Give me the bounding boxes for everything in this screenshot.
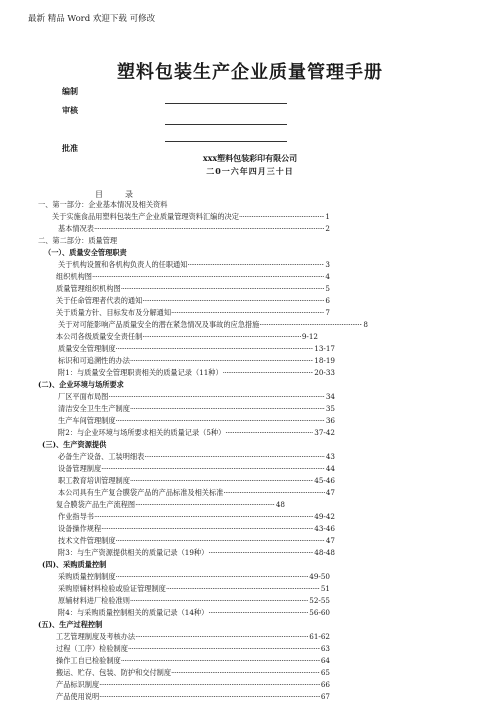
toc-leader-dots [259, 320, 362, 330]
toc-entry-title: 产品标识制度 [56, 680, 100, 689]
toc-entry [56, 272, 330, 282]
toc-entry [58, 416, 335, 426]
toc-leader-dots [225, 428, 313, 438]
toc-entry-title: 关于机构设置和各机构负责人的任职通知 [58, 260, 188, 269]
toc-leader-dots [130, 356, 313, 366]
toc-leader-dots [142, 296, 324, 306]
toc-entry [56, 656, 330, 666]
toc-entry-page: 7 [325, 308, 330, 317]
toc-leader-dots [116, 344, 314, 354]
toc-leader-dots [187, 260, 324, 270]
toc-entry-page: 49-50 [309, 572, 330, 581]
toc-entry-page: 36 [325, 416, 335, 425]
toc-entry-title: 设备管理制度 [58, 464, 102, 473]
toc-entry-title: 过程（工序）检验制度 [56, 644, 128, 653]
toc-entry [56, 644, 330, 654]
toc-entry-page: 47 [325, 536, 335, 545]
toc-leader-dots [99, 692, 320, 702]
signature-label-prepared: 编制 [62, 86, 78, 96]
toc-leader-dots [171, 668, 320, 678]
toc-entry-page: 66 [320, 680, 330, 689]
toc-entry [56, 284, 330, 294]
toc-entry-title: 厂区平面布局图 [58, 392, 109, 401]
toc-entry-title: 附2：与企业环境与场所要求相关的质量记录（5种） [58, 428, 226, 437]
toc-entry [42, 440, 106, 450]
toc-entry-page: 8 [363, 320, 368, 329]
toc-entry-page: 63 [320, 644, 330, 653]
toc-entry [58, 524, 335, 534]
toc-entry-title: 附3：与生产资源提供相关的质量记录（19种） [58, 548, 209, 557]
toc-entry [58, 320, 368, 330]
toc-entry [58, 344, 335, 354]
toc-entry-page: 2 [325, 224, 330, 233]
toc-entry-title: 二、第二部分：质量管理 [38, 236, 118, 245]
toc-entry-title: 基本情况表 [58, 224, 94, 233]
toc-leader-dots [208, 548, 313, 558]
toc-entry-title: 原辅材料进厂检验准则 [58, 596, 130, 605]
toc-entry-page: 49-42 [314, 512, 335, 521]
document-title: 塑料包装生产企业质量管理手册 [117, 62, 383, 83]
toc-entry-title: 关于对可能影响产品质量安全的潜在紧急情况及事故的应急措施 [58, 320, 260, 329]
toc-entry-page: 56-60 [309, 608, 330, 617]
toc-leader-dots [121, 656, 320, 666]
toc-entry [58, 356, 335, 366]
toc-entry-page: 48-48 [314, 548, 335, 557]
toc-leader-dots [144, 452, 325, 462]
toc-entry-page: 45-46 [314, 476, 335, 485]
toc-entry-title: 附1：与质量安全管理职责相关的质量记录（11种） [58, 368, 223, 377]
signature-label-approved: 批准 [62, 143, 78, 153]
toc-entry [56, 668, 330, 678]
toc-entry-title: 本公司各级质量安全责任制 [56, 332, 143, 341]
toc-leader-dots [130, 476, 313, 486]
toc-leader-dots [142, 332, 301, 342]
toc-leader-dots [128, 644, 320, 654]
toc-entry [58, 608, 330, 618]
toc-entry-title: 一、第一部分：企业基本情况及相关资料 [38, 200, 168, 209]
toc-entry-title: 搬运、贮存、包装、防护和交付制度 [56, 668, 172, 677]
toc-leader-dots [101, 464, 325, 474]
toc-entry [58, 392, 335, 402]
toc-leader-dots [121, 284, 325, 294]
signature-line-prepared [165, 103, 287, 104]
toc-entry-title: 设备操作规程 [58, 524, 102, 533]
toc-leader-dots [116, 416, 325, 426]
toc-entry-page: 9-12 [301, 332, 318, 341]
toc-entry [56, 296, 330, 306]
toc-entry-page: 18-19 [314, 356, 335, 365]
toc-leader-dots [108, 392, 325, 402]
toc-entry-page: 47 [325, 488, 335, 497]
toc-entry-title: 附4：与采购质量控制相关的质量记录（14种） [58, 608, 209, 617]
toc-entry-page: 44 [325, 464, 335, 473]
toc-entry-title: 标识和可追溯性的办法 [58, 356, 130, 365]
toc-entry-page: 3 [325, 260, 330, 269]
toc-entry [56, 632, 330, 642]
toc-leader-dots [94, 224, 324, 234]
toc-entry [58, 512, 335, 522]
toc-entry [38, 236, 117, 246]
toc-entry-title: 复合膜袋产品生产流程图 [56, 500, 136, 509]
toc-entry-title: 关于任命管理者代表的通知 [56, 296, 143, 305]
toc-entry-title: 采购原辅材料检验或验证管理制度 [58, 584, 166, 593]
toc-entry-title: 质量安全管理制度 [58, 344, 116, 353]
header-note: 最新 精品 Word 欢迎下载 可修改 [28, 14, 156, 24]
toc-leader-dots [171, 308, 324, 318]
toc-entry-page: 67 [320, 692, 330, 701]
toc-leader-dots [239, 212, 325, 222]
toc-leader-dots [116, 536, 325, 546]
toc-entry-page: 65 [320, 668, 330, 677]
toc-entry [58, 368, 335, 378]
toc-entry [38, 620, 102, 630]
toc-entry-title: (二)、企业环境与场所要求 [38, 380, 124, 389]
toc-entry-page: 43-46 [314, 524, 335, 533]
toc-entry-page: 5 [325, 284, 330, 293]
toc-entry [58, 584, 330, 594]
toc-entry-page: 64 [320, 656, 330, 665]
toc-entry-page: 43 [325, 452, 335, 461]
toc-entry-page: 61-62 [309, 632, 330, 641]
toc-entry-title: 作业指导书 [58, 512, 94, 521]
toc-leader-dots [223, 368, 314, 378]
toc-entry-title: 产品使用说明 [56, 692, 100, 701]
company-name: xxx塑料包装彩印有限公司 [202, 153, 298, 163]
toc-entry-page: 4 [325, 272, 330, 281]
toc-entry [58, 476, 335, 486]
toc-leader-dots [223, 488, 325, 498]
toc-entry-title: 采购质量控制制度 [58, 572, 116, 581]
toc-entry [56, 500, 285, 510]
toc-leader-dots [130, 404, 325, 414]
toc-entry-title: 质量管理组织机构图 [56, 284, 121, 293]
toc-entry [58, 596, 330, 606]
toc-entry-title: 本公司具有生产复合膜袋产品的产品标准及相关标准 [58, 488, 224, 497]
toc-entry-page: 37-42 [314, 428, 335, 437]
toc-entry [58, 488, 335, 498]
toc-entry [56, 692, 330, 702]
toc-leader-dots [208, 608, 308, 618]
toc-entry-page: 6 [325, 296, 330, 305]
toc-entry-title: 技术文件管理制度 [58, 536, 116, 545]
toc-entry [56, 332, 318, 342]
toc-entry [58, 260, 330, 270]
toc-entry-page: 51 [320, 584, 330, 593]
toc-entry-title: 组织机构图 [56, 272, 92, 281]
toc-heading-char-1: 目 [95, 190, 103, 199]
toc-entry [52, 212, 330, 222]
toc-entry [58, 452, 335, 462]
toc-leader-dots [116, 572, 309, 582]
toc-heading-char-2: 录 [125, 190, 133, 199]
toc-entry [58, 572, 330, 582]
toc-entry-page: 1 [325, 212, 330, 221]
toc-entry [56, 680, 330, 690]
toc-entry-title: 清洁安全卫生生产制度 [58, 404, 130, 413]
toc-entry-page: 52-55 [309, 596, 330, 605]
toc-entry [38, 200, 167, 210]
toc-entry [58, 464, 335, 474]
toc-entry [44, 248, 127, 258]
toc-entry [56, 308, 330, 318]
toc-entry-title: 职工教育培训管理制度 [58, 476, 130, 485]
toc-entry-title: 工艺管理制度及考核办法 [56, 632, 136, 641]
toc-entry-page: 35 [325, 404, 335, 413]
toc-entry-title: 必备生产设备、工装明细表 [58, 452, 145, 461]
toc-entry-title: 关于实施食品用塑料包装生产企业质量管理资料汇编的决定 [52, 212, 239, 221]
signature-line-reviewed [165, 124, 287, 125]
toc-leader-dots [92, 272, 324, 282]
toc-entry [58, 428, 335, 438]
toc-leader-dots [99, 680, 320, 690]
toc-entry [58, 404, 335, 414]
toc-leader-dots [130, 596, 308, 606]
toc-entry-page: 20-33 [314, 368, 335, 377]
toc-entry [42, 560, 106, 570]
toc-leader-dots [135, 632, 308, 642]
toc-entry-page: 48 [275, 500, 285, 509]
toc-leader-dots [135, 500, 275, 510]
toc-entry-title: 生产车间管理制度 [58, 416, 116, 425]
toc-entry-page: 13-17 [314, 344, 335, 353]
toc-entry-title: (三)、生产资源提供 [42, 440, 107, 449]
toc-leader-dots [94, 512, 313, 522]
toc-entry [58, 224, 330, 234]
toc-entry-title: 关于质量方针、目标发布及分解通知 [56, 308, 172, 317]
toc-entry-title: （一）、质量安全管理职责 [44, 248, 127, 257]
signature-line-approved [165, 141, 287, 142]
document-date: 二0一六年四月三十日 [206, 166, 294, 176]
toc-entry-page: 34 [325, 392, 335, 401]
toc-leader-dots [101, 524, 313, 534]
toc-entry [58, 536, 335, 546]
toc-leader-dots [166, 584, 320, 594]
toc-entry-title: (四)、采购质量控制 [42, 560, 107, 569]
toc-entry [38, 380, 124, 390]
signature-label-reviewed: 审核 [62, 105, 78, 115]
toc-entry-title: 操作工自已检验制度 [56, 656, 121, 665]
toc-entry [58, 548, 335, 558]
toc-entry-title: (五)、生产过程控制 [38, 620, 103, 629]
toc-heading [95, 189, 155, 200]
